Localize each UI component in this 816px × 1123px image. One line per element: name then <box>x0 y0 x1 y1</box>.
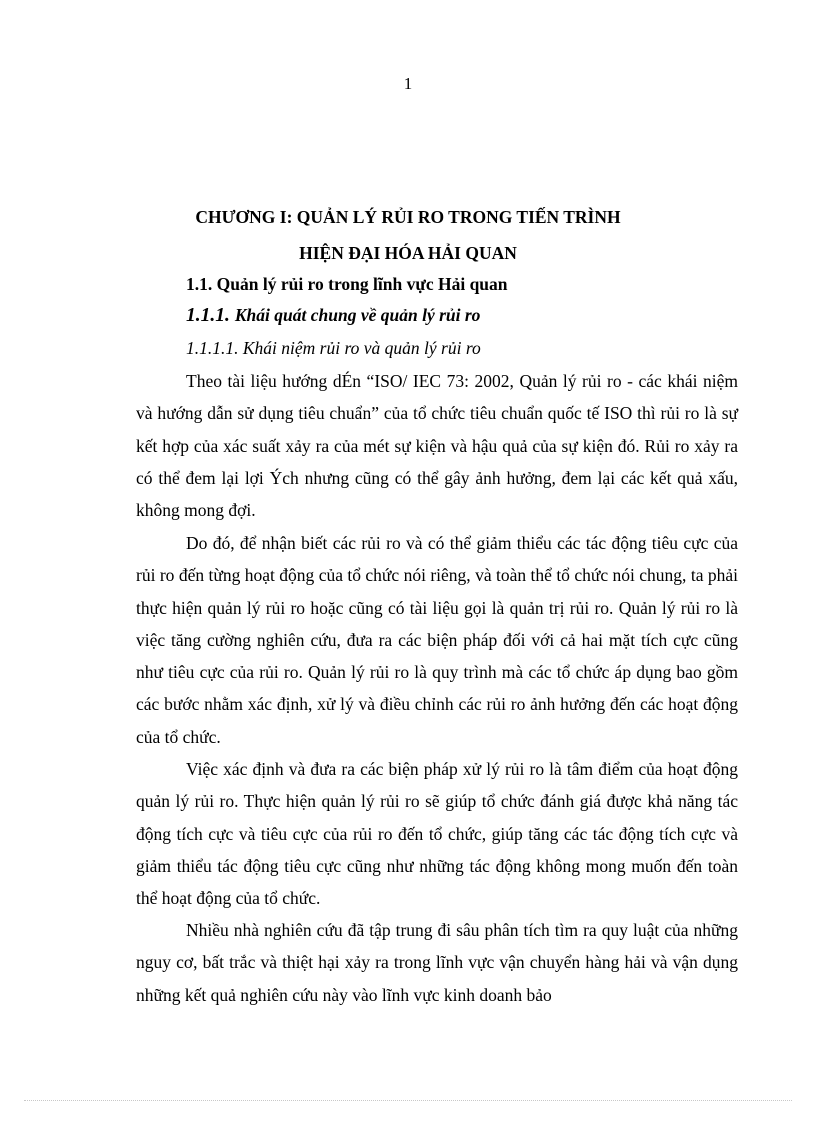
section-heading-1-1-1-1: 1.1.1.1. Khái niệm rủi ro và quản lý rủi ro <box>186 338 481 358</box>
chapter-title-line-1: CHƯƠNG I: QUẢN LÝ RỦI RO TRONG TIẾN TRÌNH <box>195 207 621 227</box>
body-paragraph-2: Do đó, để nhận biết các rủi ro và có thể giảm thiểu các tác động tiêu cực của rủi ro đến từng hoạt động của tổ chức nói riêng, và toàn thể tổ chức nói chung, ta phải thực hiện quản lý rủi ro hoặc cũng có tài liệu gọi là quản trị rủi ro. Quản lý rủi ro là việc tăng cường nghiên cứu, đưa ra các biện pháp đối với cả hai mặt tích cực cũng như tiêu cực của rủi ro. Quản lý rủi ro là quy trình mà các tổ chức áp dụng bao gồm các bước nhằm xác định, xử lý và điều chỉnh các rủi ro ảnh hưởng đến các hoạt động của tổ chức. <box>136 533 738 747</box>
section-title: Khái quát chung về quản lý rủi ro <box>234 305 481 325</box>
body-paragraph-4: Nhiều nhà nghiên cứu đã tập trung đi sâu phân tích tìm ra quy luật của những nguy cơ, bất trắc và thiệt hại xảy ra trong lĩnh vực vận chuyển hàng hải và vận dụng những kết quả nghiên cứu này vào lĩnh vực kinh doanh bảo <box>136 920 738 1005</box>
chapter-title-line-2: HIỆN ĐẠI HÓA HẢI QUAN <box>299 243 517 263</box>
body-paragraph-1: Theo tài liệu hướng dÉn “ISO/ IEC 73: 2002, Quản lý rủi ro - các khái niệm và hướng dẫn sử dụng tiêu chuẩn” của tổ chức tiêu chuẩn quốc tế ISO thì rủi ro là sự kết hợp của xác suất xảy ra của mét sự kiện và hậu quả của sự kiện đó. Rủi ro xảy ra có thể đem lại lợi Ých nhưng cũng có thể gây ảnh hưởng, đem lại các kết quả xấu, không mong đợi. <box>136 371 738 521</box>
section-heading-1-1: 1.1. Quản lý rủi ro trong lĩnh vực Hải quan <box>186 274 508 294</box>
page-bottom-border <box>24 1100 792 1101</box>
body-paragraph-3: Việc xác định và đưa ra các biện pháp xử lý rủi ro là tâm điểm của hoạt động quản lý rủi ro. Thực hiện quản lý rủi ro sẽ giúp tổ chức đánh giá được khả năng tác động tích cực và tiêu cực của rủi ro đến tổ chức, giúp tăng các tác động tích cực và giảm thiểu tác động tiêu cực cũng như những tác động không mong muốn đến toàn thể hoạt động của tổ chức. <box>136 759 738 909</box>
section-heading-1-1-1 <box>186 305 480 327</box>
section-number: 1.1.1. <box>186 305 230 326</box>
page-number: 1 <box>403 74 413 93</box>
